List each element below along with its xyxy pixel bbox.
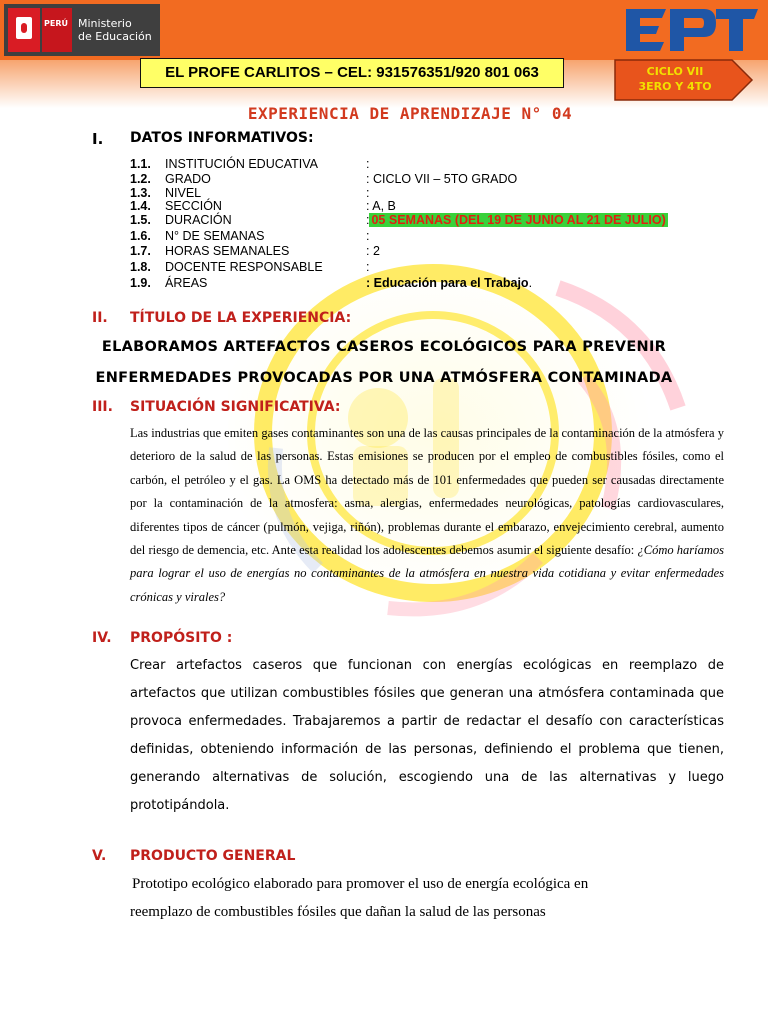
section-title: PRODUCTO GENERAL (130, 848, 296, 864)
ministry-logo (4, 4, 160, 56)
page: PERÚ Ministerio de Educación EL PROFE CARLITOS – CEL: 931576351/920 801 063 CICLO VII 3ERO Y 4TO EXPERIENCIA DE APRENDIZAJE N° 04 I. DATOS INFORMATIVOS: 1.1. INSTITUCIÓN EDUCATIVA : 1.2. GRADO : CICLO VII – 5TO GRADO 1.3. NIVEL : 1.4. SECCIÓN : A, B 1.5. DURACIÓN : 05 SEMANAS (DEL 19 DE JUNIO AL 21 DE JULIO) 1.6. N° DE SEMANAS : 1.7. HORAS SEMANALES : 2 1.8. DOCENTE RESPONSABLE : 1.9. ÁREAS : Educación para el Trabajo. II. TÍTULO DE LA EXPERIENCIA: ELABORAMOS ARTEFACTOS CASEROS ECOLÓGICOS PARA PREVENIR ENFERMEDADES PROVOCADAS POR UNA ATMÓSFERA CONTAMINADA III. SITUACIÓN SIGNIFICATIVA: Las industrias que emiten gases contaminantes son una de las causas principales de la contaminación de la atmósfera y deterioro de la salud de las personas. Estas emisiones se producen por el empleo de combustibles fósiles, como el carbón, el petróleo y el gas. La OMS ha detectado más de 101 enfermedades que pueden ser causadas directamente por la contaminación de la atmosfera: asma, alergias, enfermedades neurológicas, patologías cardiovasculares, diferentes tipos de cáncer (pulmón, vejiga, riñón), problemas durante el embarazo, envejecimiento cerebral, aumento del riesgo de demencia, etc. Ante esta realidad los adolescentes debemos asumir el siguiente desafío: ¿Cómo haríamos para lograr el uso de energías no contaminantes de la atmósfera en nuestra vida cotidiana y evitar enfermedades crónicas y virales? IV. PROPÓSITO : Crear artefactos caseros que funcionan con energías ecológicas en reemplazo de artefactos que utilizan combustibles fósiles que generan una atmósfera contaminada que provoca enfermedades. Trabajaremos a partir de redactar el desafío con características definidas, obteniendo información de las personas, definiendo el problema que tienen, generando alternativas de solución, escogiendo una de las alternativas y luego prototipándola. V. PRODUCTO GENERAL Prototipo ecológico elaborado para promover el uso de energía ecológica en reemplazo de combustibles fósiles que dañan la salud de las personas (0, 0, 768, 1024)
experience-title-line1: ELABORAMOS ARTEFACTOS CASEROS ECOLÓGICOS PARA PREVENIR (101, 339, 667, 355)
section-title: TÍTULO DE LA EXPERIENCIA: (130, 310, 352, 326)
ministry-label: Ministerio de Educación (78, 17, 152, 43)
experience-title-line2: ENFERMEDADES PROVOCADAS POR UNA ATMÓSFERA CONTAMINADA (95, 370, 673, 386)
section-title: PROPÓSITO : (130, 630, 233, 646)
peru-badge (42, 8, 72, 52)
duration-highlight: 05 SEMANAS (DEL 19 DE JUNIO AL 21 DE JULIO) (371, 213, 666, 227)
ept-logo (624, 7, 760, 53)
section-number: III. (92, 399, 113, 415)
document-title: EXPERIENCIA DE APRENDIZAJE N° 04 (247, 104, 573, 123)
peru-label: PERÚ (44, 19, 68, 28)
section-title: DATOS INFORMATIVOS: (130, 130, 314, 146)
area-value: : Educación para el Trabajo (366, 276, 529, 290)
section-number: I. (92, 130, 104, 148)
section-number: V. (92, 848, 107, 864)
section-number: II. (92, 310, 108, 326)
situation-paragraph: Las industrias que emiten gases contaminantes son una de las causas principales de la contaminación de la atmósfera y deterioro de la salud de las personas. Estas emisiones se producen por el empleo de combustibles fósiles, como el carbón, el petróleo y el gas. La OMS ha detectado más de 101 enfermedades que pueden ser causadas directamente por la contaminación de la atmosfera: asma, alergias, enfermedades neurológicas, patologías cardiovasculares, diferentes tipos de cáncer (pulmón, vejiga, riñón), problemas durante el embarazo, envejecimiento cerebral, aumento del riesgo de demencia, etc. Ante esta realidad los adolescentes debemos asumir el siguiente desafío: ¿Cómo haríamos para lograr el uso de energías no contaminantes de la atmósfera en nuestra vida cotidiana y evitar enfermedades crónicas y virales? (130, 426, 725, 604)
period: . (528, 276, 533, 290)
section-number: IV. (92, 630, 112, 646)
purpose-paragraph: Crear artefactos caseros que funcionan con energías ecológicas en reemplazo de artefactos que utilizan combustibles fósiles que generan una atmósfera contaminada que provoca enfermedades. Trabajaremos a partir de redactar el desafío con características definidas, obteniendo información de las personas, definiendo el problema que tienen, generando alternativas de solución, escogiendo una de las alternativas y luego prototipándola. (130, 658, 724, 813)
section-title: SITUACIÓN SIGNIFICATIVA: (130, 399, 341, 415)
coat-of-arms-icon (8, 8, 40, 52)
cycle-tag (614, 59, 754, 101)
product-paragraph: Prototipo ecológico elaborado para promover el uso de energía ecológica en reemplazo de combustibles fósiles que dañan la salud de las personas (130, 876, 589, 920)
colon: : (366, 213, 370, 227)
cycle-label: CICLO VII 3ERO Y 4TO (638, 65, 712, 93)
challenge-question: ¿Cómo haríamos para lograr el uso de energías no contaminantes de la atmósfera en nuestra vida cotidiana y evitar enfermedades crónicas y virales? (130, 543, 725, 604)
author-contact-banner: EL PROFE CARLITOS – CEL: 931576351/920 801 063 (140, 58, 564, 88)
